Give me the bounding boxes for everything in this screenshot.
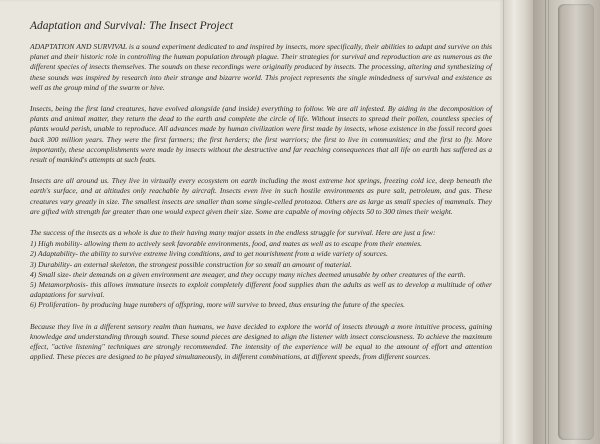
list-item: 4) Small size- their demands on a given environment are meager, and they occupy many niches deemed unusable by other creatures of the earth. <box>30 269 466 279</box>
tray-edge <box>545 0 549 444</box>
paragraph-history: Insects, being the first land creatures, have evolved alongside (and inside) everything to follow. We are all infested. By aiding in the decomposition of plants and animal matter, they return the dead to the earth and complete the circle of life. Without insects to spread their pollen, countless species of plants would perish, unable to reproduce. All advances made by human civilization were first made by insects, whose existence in the fossil record goes back 300 million years. They were the first farmers; the first herders; the first warriors; the first to live in communities; and the first to fly. More importantly, these accomplishments were made by insects without the destructive and far reaching consequences that all life on earth has suffered as a result of mankind's attempts at such feats. <box>30 104 492 165</box>
text-content <box>30 20 492 373</box>
list-item: 1) High mobility- allowing them to actively seek favorable environments, food, and mates as well as to escape from their enemies. <box>30 239 423 249</box>
booklet-fold <box>503 0 534 444</box>
assets-list <box>30 239 492 310</box>
tray-slot <box>558 4 594 440</box>
list-item: 6) Proliferation- by producing huge numbers of offspring, more will survive to breed, thus ensuring the future of the species. <box>30 300 406 310</box>
list-item: 2) Adaptability- the ability to survive extreme living conditions, and to get nourishment from a wide variety of sources. <box>30 249 388 259</box>
page-title: Adaptation and Survival: The Insect Project <box>30 20 234 32</box>
list-item: 3) Durability- an external skeleton, the strongest possible construction for so small an amount of material. <box>30 259 352 269</box>
paragraph-intro: ADAPTATION AND SURVIVAL is a sound experiment dedicated to and inspired by insects, more specifically, their abilities to adapt and survive on this planet and their historic role in controlling the human population through plague. Their strategies for survival and reproduction are as numerous as the different species of insects themselves. The sounds on these recordings were originally produced by insects. The processing, altering and synthesizing of these sounds was inspired by research into their strange and bizarre world. This project represents the single mindedness of survival and existence as well as the group mind of the swarm or hive. <box>30 42 492 92</box>
paragraph-habitat: Insects are all around us. They live in virtually every ecosystem on earth including the most extreme hot springs, freezing cold ice, deep beneath the earth's surface, and at altitudes only reachable by aircraft. Insects even live in such hostile environments as pure salt, petroleum, and gas. These creatures vary greatly in size. The smallest insects are smaller than some single-celled protozoa. Others are as large as small species of mammals. They are gifted with strength far greater than one would expect given their size. Some are capable of moving objects 50 to 300 times their weight. <box>30 176 492 216</box>
paragraph-listening: Because they live in a different sensory realm than humans, we have decided to explore the world of insects through a more intuitive process, gaining knowledge and understanding through sound. These sound pieces are designed to align the listener with insect consciousness. To achieve the maximum effect, "active listening" techniques are strongly recommended. The intensity of the experience will be equal to the amount of effort and attention applied. These pieces are designed to be played simultaneously, in different combinations, at different speeds, from different sources. <box>30 321 492 362</box>
list-item: 5) Metamorphosis- this allows immature insects to exploit completely different food supplies than the adults as well as to develop a multitude of other adaptations for survival. <box>30 280 492 300</box>
paragraph-assets-intro: The success of the insects as a whole is due to their having many major assets in the endless struggle for survival. Here are just a few: <box>30 228 436 238</box>
